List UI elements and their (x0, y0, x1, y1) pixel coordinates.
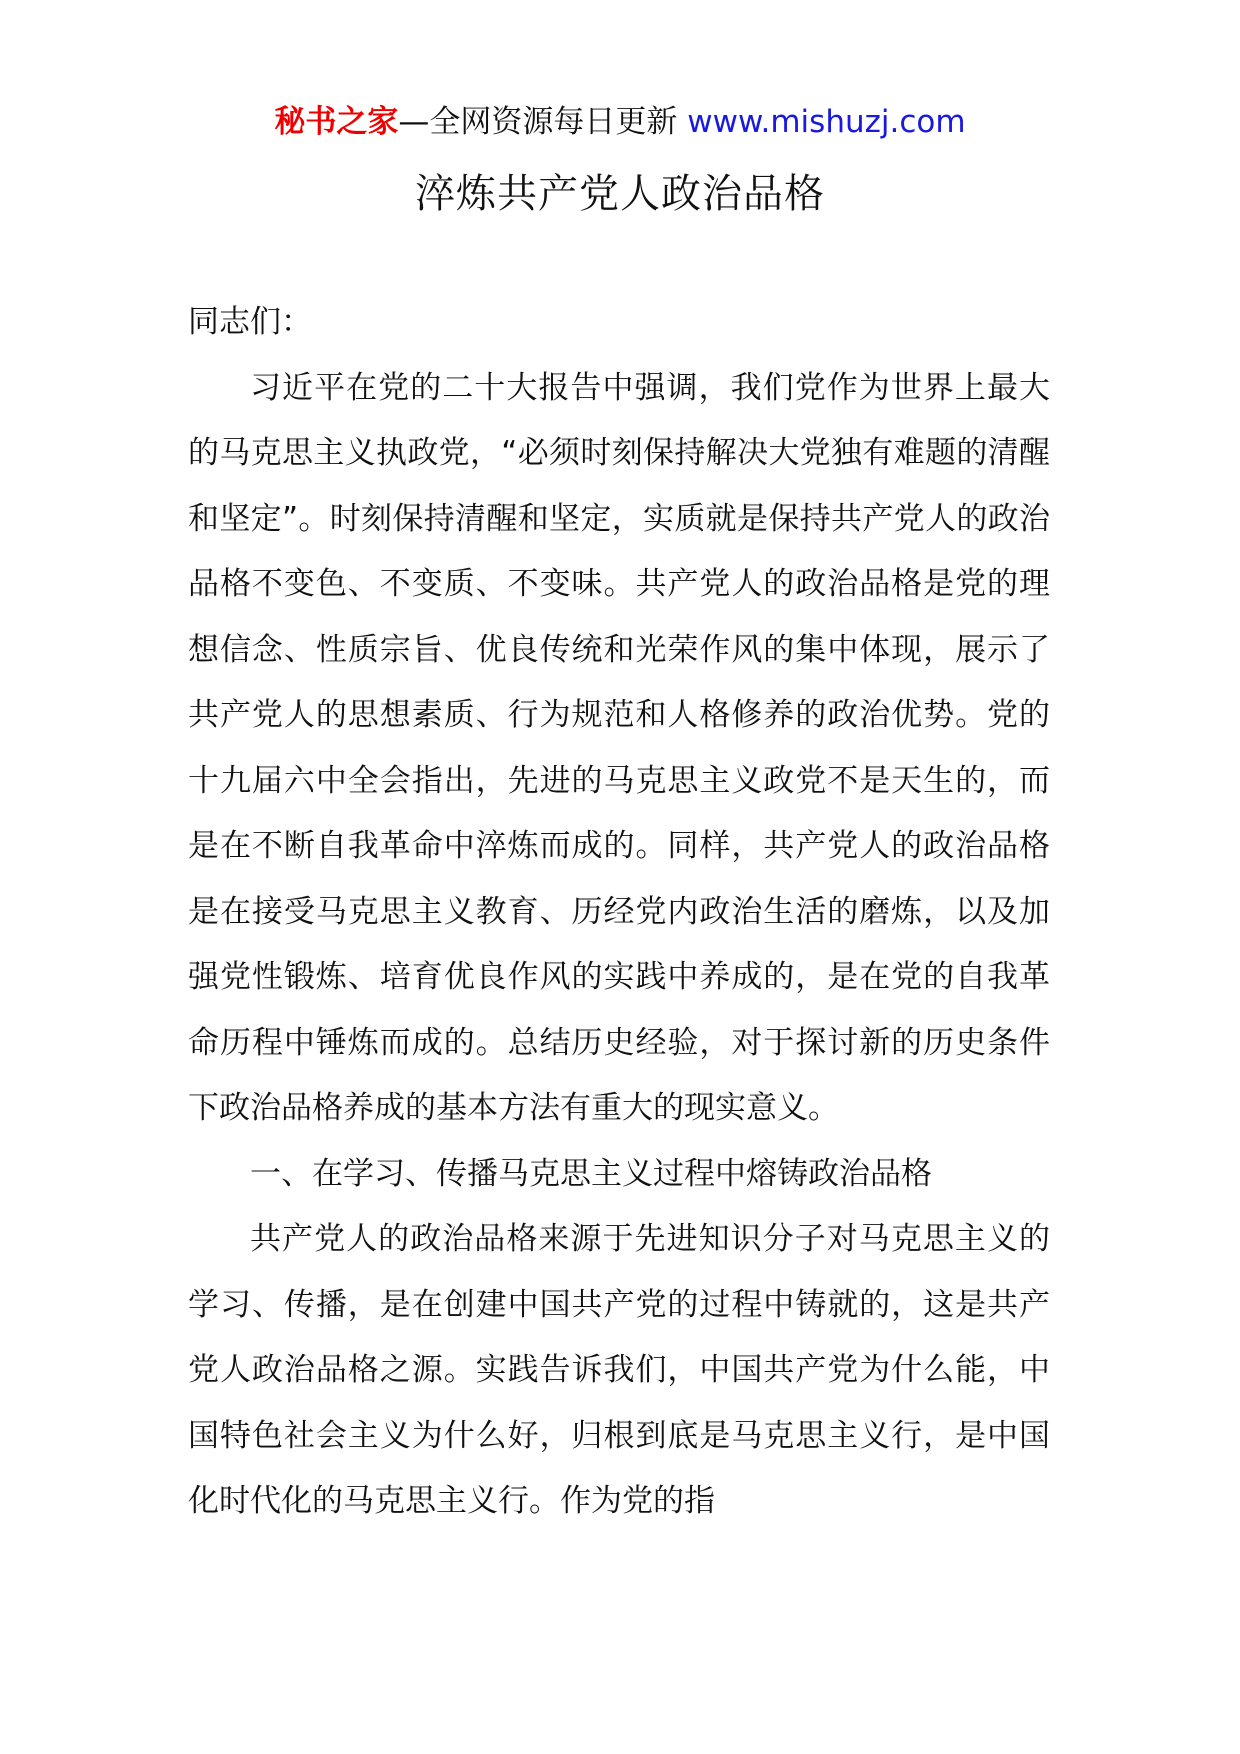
site-tagline: —全网资源每日更新 (398, 104, 678, 140)
paragraph-intro: 习近平在党的二十大报告中强调，我们党作为世界上最大的马克思主义执政党，“必须时刻保持解决大党独有难题的清醒和坚定”。时刻保持清醒和坚定，实质就是保持共产党人的政治品格不变色、不变质、不变味。共产党人的政治品格是党的理想信念、性质宗旨、优良传统和光荣作风的集中体现，展示了共产党人的思想素质、行为规范和人格修养的政治优势。党的十九届六中全会指出，先进的马克思主义政党不是天生的，而是在不断自我革命中淬炼而成的。同样，共产党人的政治品格是在接受马克思主义教育、历经党内政治生活的磨炼，以及加强党性锻炼、培育优良作风的实践中养成的，是在党的自我革命历程中锤炼而成的。总结历史经验，对于探讨新的历史条件下政治品格养成的基本方法有重大的现实意义。 (188, 369, 1050, 1126)
site-url[interactable]: www.mishuzj.com (687, 104, 966, 140)
paragraph-section-1: 共产党人的政治品格来源于先进知识分子对马克思主义的学习、传播，是在创建中国共产党的过程中铸就的，这是共产党人政治品格之源。实践告诉我们，中国共产党为什么能，中国特色社会主义为什么好，归根到底是马克思主义行，是中国化时代化的马克思主义行。作为党的指 (188, 1221, 1050, 1519)
document-title: 淬炼共产党人政治品格 (415, 171, 825, 217)
salutation: 同志们： (188, 304, 312, 340)
site-brand: 秘书之家 (274, 104, 399, 140)
site-header (0, 100, 1240, 144)
document-body (188, 290, 1050, 1535)
section-heading-1: 一、在学习、传播马克思主义过程中熔铸政治品格 (250, 1155, 932, 1192)
